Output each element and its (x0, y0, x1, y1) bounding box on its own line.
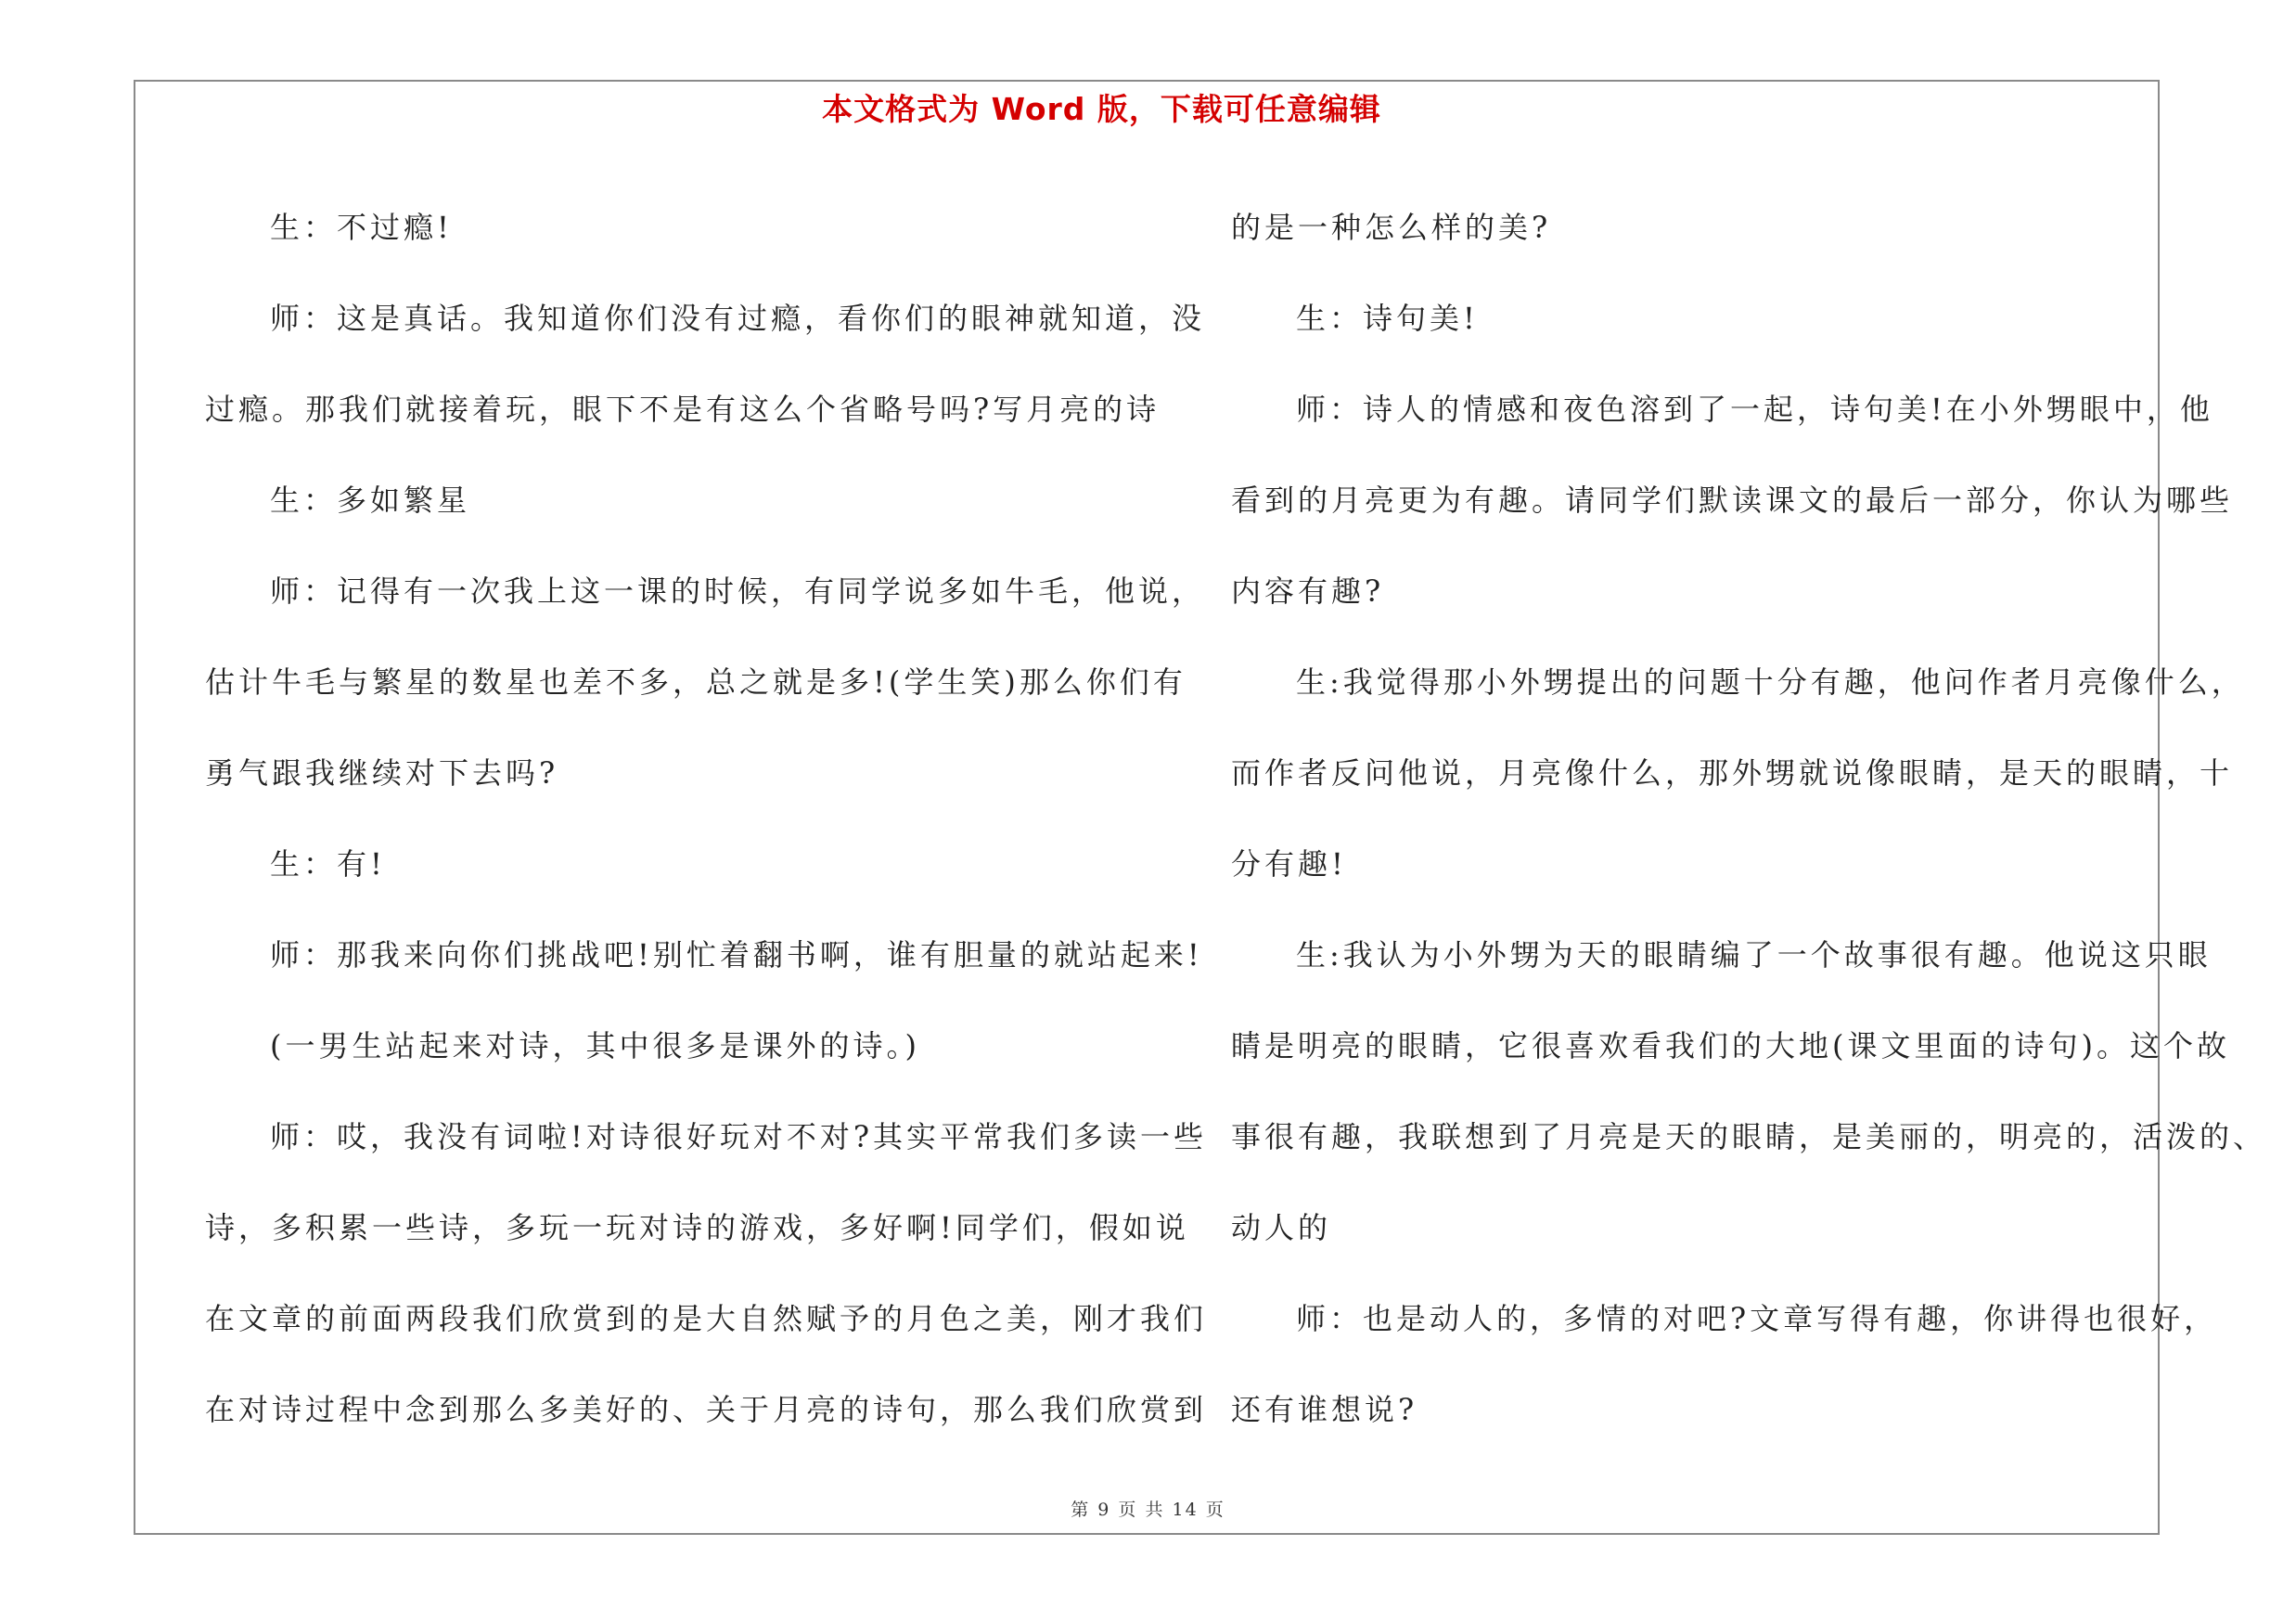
paragraph-line: 内容有趣? (1231, 573, 1385, 609)
paragraph-line: (一男生站起来对诗，其中很多是课外的诗。) (270, 1028, 920, 1063)
paragraph-line: 师：诗人的情感和夜色溶到了一起，诗句美!在小外甥眼中，他 (1296, 392, 2213, 427)
paragraph-line: 师：哎，我没有词啦!对诗很好玩对不对?其实平常我们多读一些 (270, 1119, 1208, 1154)
paragraph-line: 师：记得有一次我上这一课的时候，有同学说多如牛毛，他说， (270, 573, 1206, 609)
paragraph-line: 生：不过瘾! (270, 210, 453, 245)
paragraph-line: 生：多如繁星 (270, 483, 471, 518)
paragraph-line: 事很有趣，我联想到了月亮是天的眼睛，是美丽的，明亮的，活泼的、 (1231, 1119, 2267, 1154)
paragraph-line: 还有谁想说? (1231, 1392, 1418, 1427)
paragraph-line: 师：也是动人的，多情的对吧?文章写得有趣，你讲得也很好， (1296, 1301, 2218, 1336)
paragraph-line: 师：这是真话。我知道你们没有过瘾，看你们的眼神就知道，没 (270, 301, 1206, 336)
paragraph-line: 过瘾。那我们就接着玩，眼下不是有这么个省略号吗?写月亮的诗 (205, 392, 1161, 427)
paragraph-line: 生：有! (270, 846, 386, 882)
paragraph-line: 在对诗过程中念到那么多美好的、关于月亮的诗句，那么我们欣赏到 (205, 1392, 1208, 1427)
paragraph-line: 师：那我来向你们挑战吧!别忙着翻书啊，谁有胆量的就站起来! (270, 937, 1203, 973)
paragraph-line: 生:我认为小外甥为天的眼睛编了一个故事很有趣。他说这只眼 (1296, 937, 2212, 973)
paragraph-line: 估计牛毛与繁星的数星也差不多，总之就是多!(学生笑)那么你们有 (205, 664, 1186, 700)
paragraph-line: 生:我觉得那小外甥提出的问题十分有趣，他问作者月亮像什么， (1296, 664, 2245, 700)
paragraph-line: 看到的月亮更为有趣。请同学们默读课文的最后一部分，你认为哪些 (1231, 483, 2234, 518)
header-banner: 本文格式为 Word 版，下载可任意编辑 (822, 91, 1381, 127)
page-number-footer: 第 9 页 共 14 页 (1071, 1500, 1225, 1520)
paragraph-line: 的是一种怎么样的美? (1231, 210, 1552, 245)
paragraph-line: 动人的 (1231, 1210, 1332, 1245)
paragraph-line: 诗，多积累一些诗，多玩一玩对诗的游戏，多好啊!同学们，假如说 (205, 1210, 1189, 1245)
right-column (1231, 182, 2267, 1455)
paragraph-line: 生：诗句美! (1296, 301, 1479, 336)
paragraph-line: 勇气跟我继续对下去吗? (205, 755, 559, 791)
paragraph-line: 分有趣! (1231, 846, 1347, 882)
paragraph-line: 在文章的前面两段我们欣赏到的是大自然赋予的月色之美，刚才我们 (205, 1301, 1208, 1336)
paragraph-line: 睛是明亮的眼睛，它很喜欢看我们的大地(课文里面的诗句)。这个故 (1231, 1028, 2230, 1063)
left-column (205, 182, 1208, 1455)
paragraph-line: 而作者反问他说，月亮像什么，那外甥就说像眼睛，是天的眼睛，十 (1231, 755, 2234, 791)
